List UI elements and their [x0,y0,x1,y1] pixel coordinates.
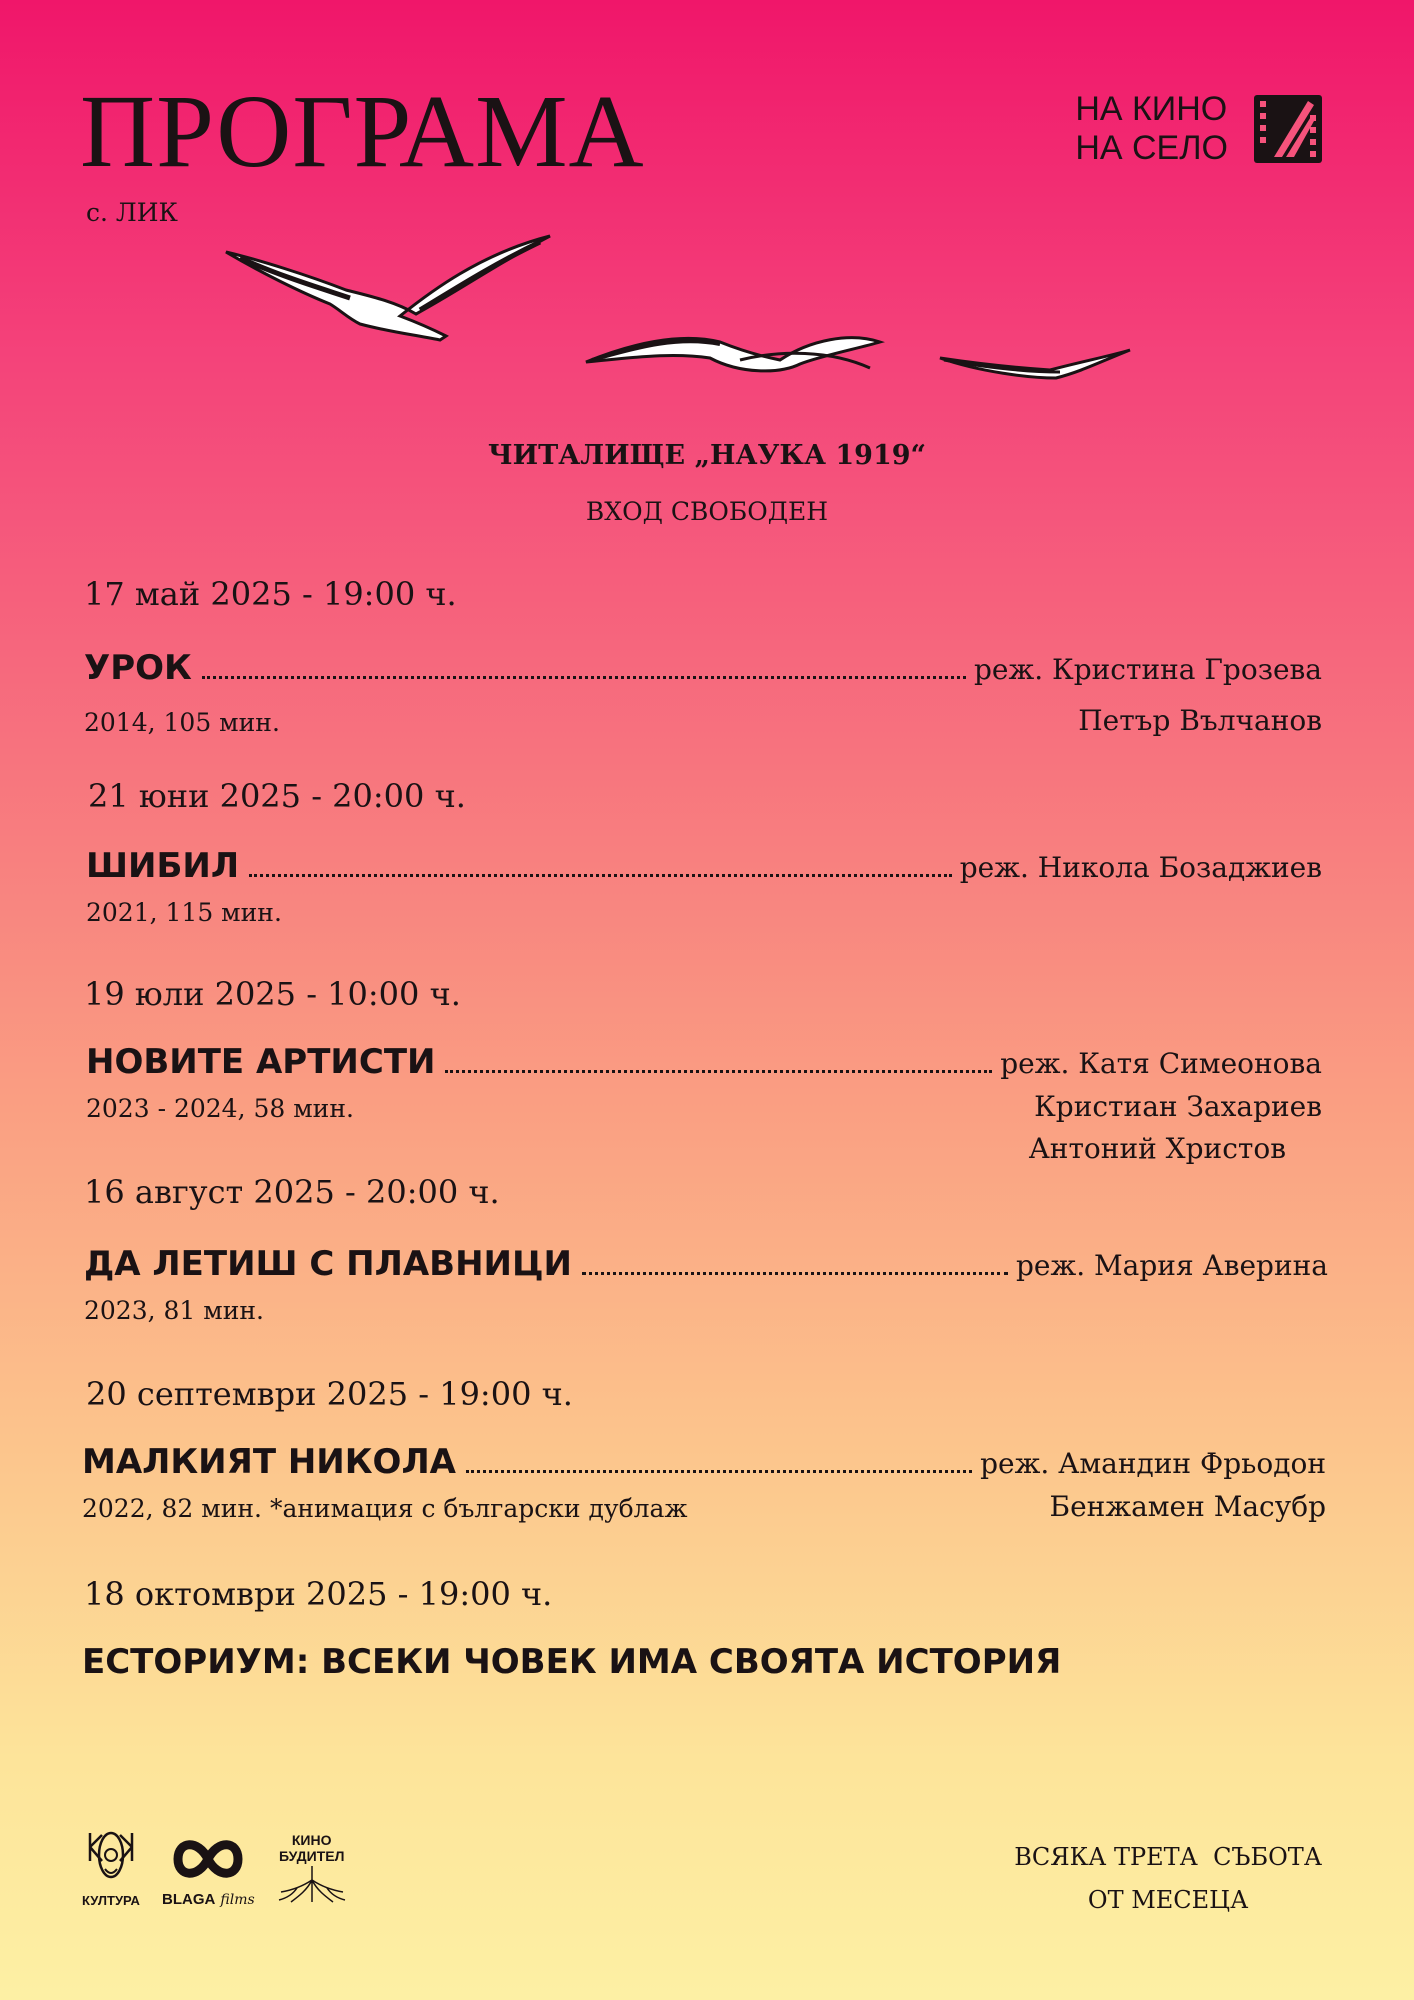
entry-note: ВХОД СВОБОДЕН [585,497,829,526]
film-director: реж. Амандин Фрьодон [980,1447,1326,1480]
partner-blaga [162,1833,255,1908]
partner-label-line2: БУДИТЕЛ [278,1848,345,1864]
schedule-line-1: ВСЯКА ТРЕТА СЪБОТА [1014,1843,1322,1871]
film-title: НОВИТЕ АРТИСТИ [86,1042,436,1082]
brand-line-2: НА СЕЛО [1075,129,1228,168]
film-co-director: Бенжамен Масубр [1049,1490,1326,1523]
brand-line-1: НА КИНО [1075,90,1228,128]
screening-date: 17 май 2025 - 19:00 ч. [84,575,457,613]
partner-label-sub: films [220,1892,255,1908]
film-meta: 2023, 81 мин. [84,1296,264,1325]
screening-date: 16 август 2025 - 20:00 ч. [84,1173,500,1211]
film-line [86,846,1322,886]
film-line [84,648,1322,688]
partner-kino-buditel [275,1832,349,1908]
partner-label: КУЛТУРА [82,1893,140,1908]
partner-logos [80,1825,349,1908]
film-meta: 2014, 105 мин. [84,708,280,737]
page-title: ПРОГРАМА [80,74,645,189]
screening-date: 20 септември 2025 - 19:00 ч. [86,1375,573,1413]
film-title: ДА ЛЕТИШ С ПЛАВНИЦИ [84,1244,573,1284]
film-title: ШИБИЛ [86,846,240,886]
film-meta: 2023 - 2024, 58 мин. [86,1094,354,1123]
dot-leader [466,1470,972,1473]
dot-leader [249,874,952,877]
film-reel-logo-icon [1250,91,1326,167]
partner-kultura [80,1825,142,1908]
film-director: реж. Мария Аверина [1015,1249,1328,1282]
film-co-director: Петър Вълчанов [1078,704,1322,737]
film-line [86,1042,1322,1082]
film-title: ЕСТОРИУМ: ВСЕКИ ЧОВЕК ИМА СВОЯТА ИСТОРИЯ [82,1642,1062,1682]
partner-label [275,1832,349,1864]
dot-leader [445,1070,992,1073]
screening-date: 19 юли 2025 - 10:00 ч. [84,975,461,1013]
film-meta: 2022, 82 мин. *анимация с български дублаж [82,1494,688,1523]
brand-block [1075,90,1326,168]
infinity-logo-icon [172,1833,244,1885]
partner-label-line1: КИНО [291,1832,332,1848]
flying-birds-illustration [220,232,1140,412]
brand-text [1075,90,1228,168]
dot-leader [202,676,966,679]
screening-date: 21 юни 2025 - 20:00 ч. [88,777,466,815]
film-line [82,1442,1326,1482]
schedule-note [1014,1836,1322,1922]
schedule-line-2: ОТ МЕСЕЦА [1087,1886,1249,1914]
film-co-director: Антоний Христов [1028,1132,1286,1165]
kultura-fund-logo-icon [80,1825,142,1889]
film-meta: 2021, 115 мин. [86,898,282,927]
film-director: реж. Кристина Грозева [973,653,1322,686]
partner-label-main: BLAGA [162,1891,216,1908]
dot-leader [582,1272,1008,1275]
film-director: реж. Катя Симеонова [1000,1047,1322,1080]
partner-label [162,1889,255,1908]
village-label: с. ЛИК [86,198,178,227]
screening-date: 18 октомври 2025 - 19:00 ч. [84,1575,553,1613]
venue-name: ЧИТАЛИЩЕ „НАУКА 1919“ [487,440,927,471]
film-co-director: Кристиан Захариев [1034,1090,1322,1123]
film-title: МАЛКИЯТ НИКОЛА [82,1442,456,1482]
film-line [84,1244,1328,1284]
film-title: УРОК [84,648,192,688]
film-director: реж. Никола Бозаджиев [959,851,1322,884]
roots-logo-icon [275,1864,349,1904]
